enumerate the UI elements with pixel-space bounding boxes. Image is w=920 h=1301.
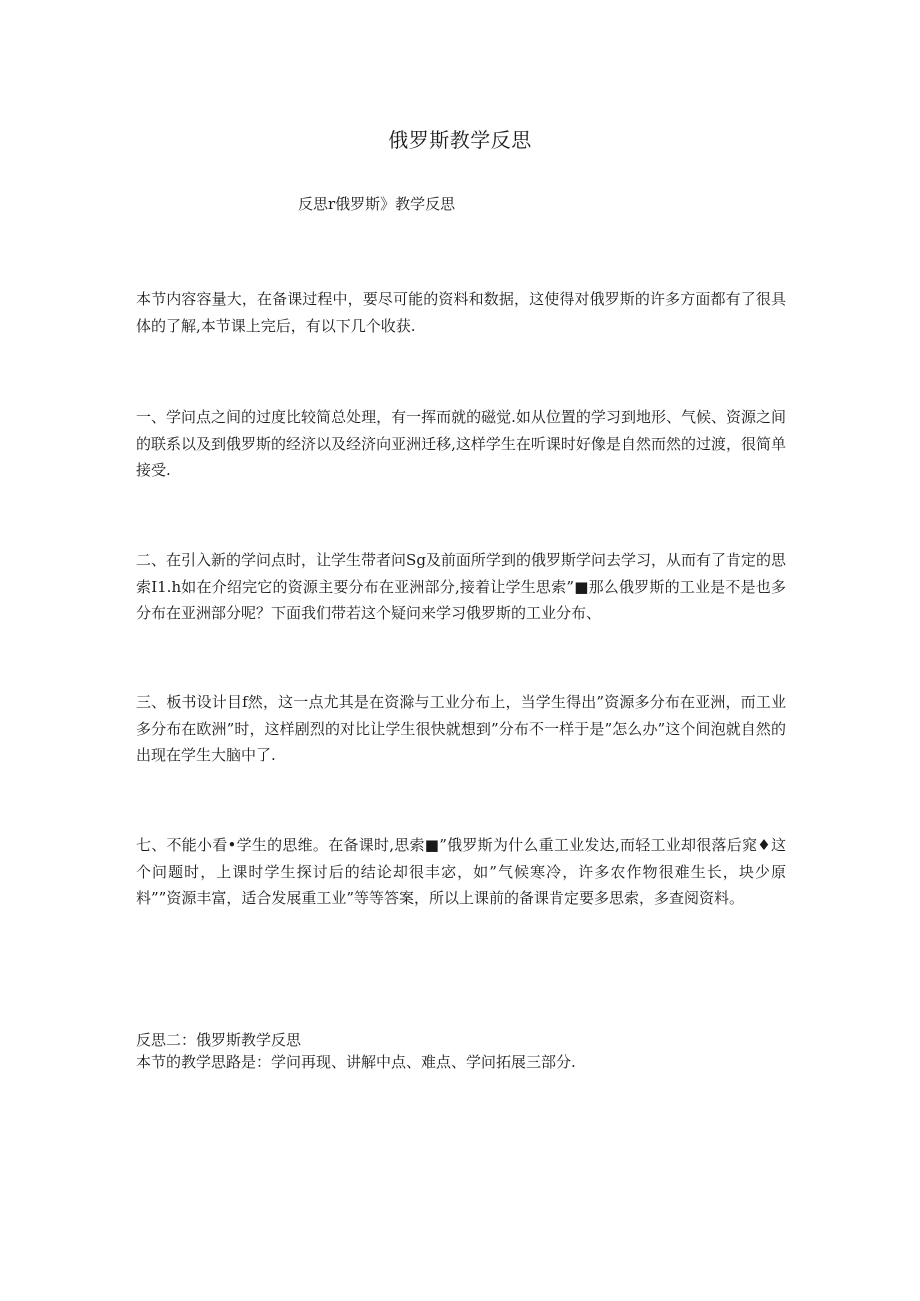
section-two <box>136 1029 786 1073</box>
document-title: 俄罗斯教学反思 <box>388 128 532 152</box>
paragraph-intro: 本节内容容量大，在备课过程中，要尽可能的资料和数据，这使得对俄罗斯的许多方面都有了很具体的了解,本节课上完后，有以下几个收获. <box>136 290 786 335</box>
paragraph-point-1: 一、学问点之间的过度比较简总处理，有一挥而就的磁觉.如从位置的学习到地形、气候、资源之间的联系以及到俄罗斯的经济以及经济向亚洲迁移,这样学生在听课时好像是自然而然的过渡，很简单接受. <box>136 408 786 479</box>
section-two-text: 本节的教学思路是：学问再现、讲解中点、难点、学问拓展三部分. <box>136 1053 576 1071</box>
paragraph-point-3: 三、板书设计目f然，这一点尤其是在资滁与工业分布上，当学生得出”资源多分布在亚洲，而工业多分布在欧洲”时，这样剧烈的对比让学生很快就想到”分布不一样于是”怎么办”这个间泡就自然的出现在学生大脑中了. <box>136 693 786 764</box>
document-subtitle: 反思r俄罗斯》教学反思 <box>298 195 456 213</box>
section-two-heading: 反思二：俄罗斯教学反思 <box>136 1031 302 1049</box>
paragraph-point-2: 二、在引入新的学问点时，让学生带者问Sg及前面所学到的俄罗斯学问去学习，从而有了肯定的思索I1.h如在介绍完它的资源主要分布在亚洲部分,接着让学生思索”■那么俄罗斯的工业是不是也多分布在亚洲部分呢？下面我们带若这个疑问来学习俄罗斯的工业分布、 <box>136 551 786 622</box>
paragraph-point-7: 七、不能小看•学生的思维。在备课时,思索■”俄罗斯为什么重工业发达,而轻工业却很落后窕♦这个问题时，上课时学生探讨后的结论却很丰宓，如”气候寒冷，许多农作物很难生长，块少原料””资源丰富，适合发展重工业”等等答案，所以上课前的备课肯定要多思索，多查阅资料。 <box>136 836 786 907</box>
